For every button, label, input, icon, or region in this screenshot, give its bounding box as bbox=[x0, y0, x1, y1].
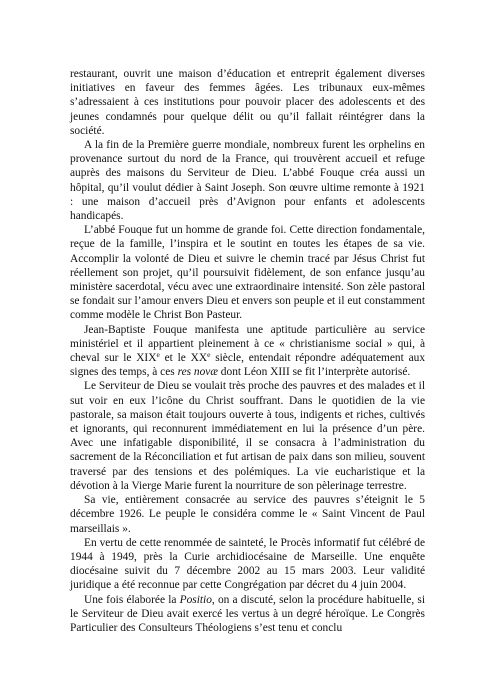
paragraph-4-part-c: siècle, entendait répondre adéquatement aux signes des temps, à ces bbox=[70, 352, 426, 379]
paragraph-4-part-a: Jean-Baptiste Fouque manifesta une aptitude particulière au service ministériel et il appartient pleinement à ce « christianisme social » qui, à cheval sur le XIX bbox=[70, 323, 425, 365]
paragraph-8 bbox=[70, 593, 425, 636]
paragraph-4 bbox=[70, 323, 425, 380]
italic-res-novae: res novæ bbox=[177, 366, 218, 379]
document-body bbox=[70, 67, 425, 635]
superscript-e: e bbox=[207, 350, 211, 360]
superscript-e: e bbox=[156, 350, 160, 360]
paragraph-2: A la fin de la Première guerre mondiale, nombreux furent les orphelins en provenance surtout du nord de la France, qui trouvèrent accueil et refuge auprès des maisons du Serviteur de Dieu. L’abbé Fouque créa aussi un hôpital, qu’il voulut dédier à Saint Joseph. Son œuvre ultime remonte à 1921 : une maison d’accueil près d’Avignon pour enfants et adolescents handicapés. bbox=[70, 139, 425, 223]
paragraph-7: En vertu de cette renommée de sainteté, le Procès informatif fut célébré de 1944 à 1949, près la Curie archidiocésaine de Marseille. Une enquête diocésaine suivit du 7 décembre 2002 au 15 mars 2003. Leur validité juridique a été reconnue par cette Congrégation par décret du 4 juin 2004. bbox=[70, 536, 425, 592]
paragraph-4-part-d: dont Léon XIII se fit l’interprète autorisé. bbox=[217, 366, 411, 379]
paragraph-5: Le Serviteur de Dieu se voulait très proche des pauvres et des malades et il sut voir en eux l’icône du Christ souffrant. Dans le quotidien de la vie pastorale, sa maison était toujours ouverte à tous, indigents et riches, cultivés et ignorants, qui reconnurent immédiatement en lui la présence d’un père. Avec une infatigable disponibilité, il se consacra à l’administration du sacrement de la Réconciliation et fut artisan de paix dans son milieu, souvent traversé par des tensions et des polémiques. La vie eucharistique et la dévotion à la Vierge Marie furent la nourriture de son pèlerinage terrestre. bbox=[70, 380, 425, 492]
paragraph-6: Sa vie, entièrement consacrée au service des pauvres s’éteignit le 5 décembre 1926. Le peuple le considéra comme le « Saint Vincent de Paul marseillais ». bbox=[70, 494, 425, 535]
paragraph-3: L’abbé Fouque fut un homme de grande foi. Cette direction fondamentale, reçue de la famille, l’inspira et le soutint en toutes les étapes de sa vie. Accomplir la volonté de Dieu et suivre le chemin tracé par Jésus Christ fut réellement son projet, qu’il poursuivit fidèlement, de son enfance jusqu’au ministère sacerdotal, vécu avec une extraordinaire intensité. Son zèle pastoral se fondait sur l’amour envers Dieu et envers son peuple et il eut constamment comme modèle le Christ Bon Pasteur. bbox=[70, 224, 425, 322]
paragraph-1: restaurant, ouvrit une maison d’éducation et entreprit également diverses initiatives en faveur des femmes âgées. Les tribunaux eux-mêmes s’adressaient à ces institutions pour pouvoir placer des adolescents et des jeunes condamnés pour quelque délit ou qu’il fallait réintégrer dans la société. bbox=[70, 68, 425, 137]
paragraph-4-part-b: et le XX bbox=[159, 352, 208, 365]
italic-positio: Positio bbox=[179, 593, 212, 606]
paragraph-8-part-b: , on a discuté, selon la procédure habituelle, si le Serviteur de Dieu avait exercé les vertus à un degré héroïque. Le Congrès Particulier des Consulteurs Théologiens s’est tenu et conclu bbox=[70, 593, 425, 634]
paragraph-8-part-a: Une fois élaborée la bbox=[84, 593, 180, 606]
